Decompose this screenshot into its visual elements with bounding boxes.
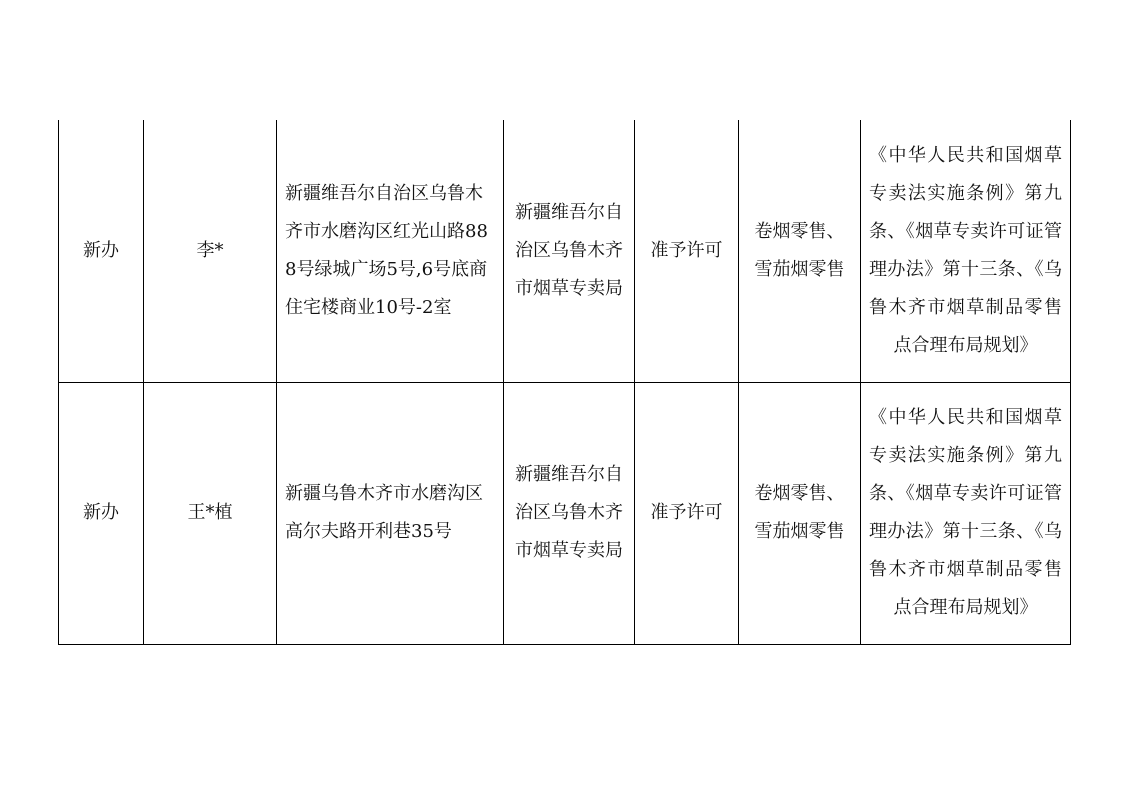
cell-application-type: 新办 (59, 382, 144, 644)
table-row (59, 382, 1071, 644)
cell-legal-basis: 《中华人民共和国烟草专卖法实施条例》第九条、《烟草专卖许可证管理办法》第十三条、《乌鲁木齐市烟草制品零售点合理布局规划》 (861, 382, 1071, 644)
cell-decision: 准予许可 (635, 120, 739, 382)
cell-authority: 新疆维吾尔自治区乌鲁木齐市烟草专卖局 (504, 382, 635, 644)
table-row (59, 120, 1071, 382)
cell-application-type: 新办 (59, 120, 144, 382)
cell-business-scope: 卷烟零售、雪茄烟零售 (739, 120, 861, 382)
permit-table (58, 120, 1071, 645)
cell-applicant-name: 王*植 (144, 382, 277, 644)
cell-applicant-name: 李* (144, 120, 277, 382)
cell-legal-basis: 《中华人民共和国烟草专卖法实施条例》第九条、《烟草专卖许可证管理办法》第十三条、《乌鲁木齐市烟草制品零售点合理布局规划》 (861, 120, 1071, 382)
cell-business-scope: 卷烟零售、雪茄烟零售 (739, 382, 861, 644)
cell-address: 新疆乌鲁木齐市水磨沟区高尔夫路开利巷35号 (277, 382, 504, 644)
cell-address: 新疆维吾尔自治区乌鲁木齐市水磨沟区红光山路888号绿城广场5号,6号底商住宅楼商业10号-2室 (277, 120, 504, 382)
cell-authority: 新疆维吾尔自治区乌鲁木齐市烟草专卖局 (504, 120, 635, 382)
cell-decision: 准予许可 (635, 382, 739, 644)
